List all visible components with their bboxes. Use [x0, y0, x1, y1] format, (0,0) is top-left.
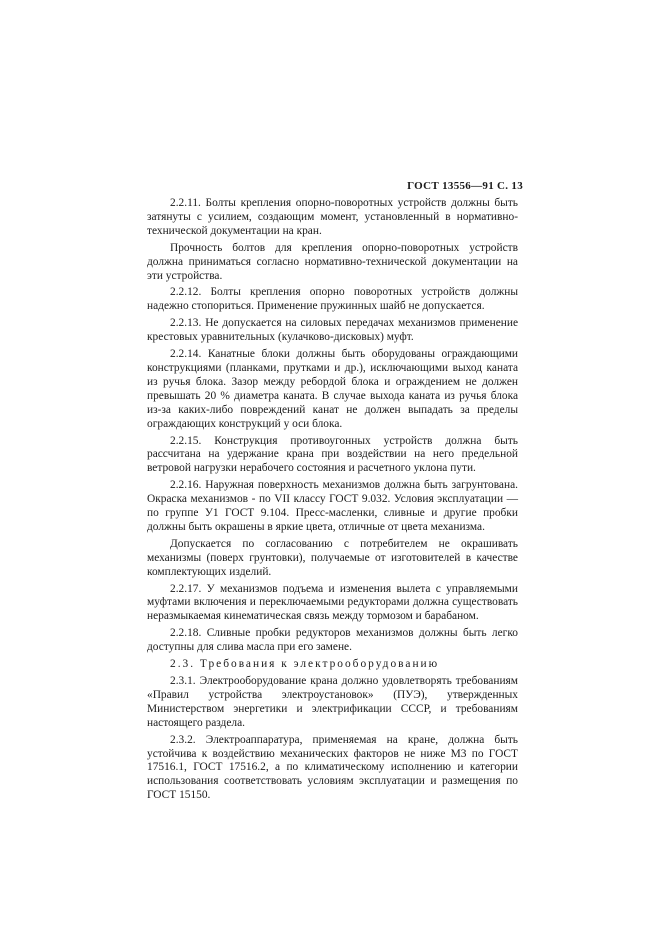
paragraph-2-2-16: 2.2.16. Наружная поверхность механизмов должна быть загрунтована. Окраска механизмов - по VII классу ГОСТ 9.032. Условия эксплуатации — по группе У1 ГОСТ 9.104. Пресс-масленки, сливные и другие пробки должны быть окрашены в яркие цвета, отличные от цвета механизма. — [147, 479, 518, 533]
paragraph-2-3-2: 2.3.2. Электроаппаратура, применяемая на кране, должна быть устойчива к воздействию механических факторов не ниже М3 по ГОСТ 17516.1, ГОСТ 17516.2, а по климатическому исполнению и категории использования соответствовать условиям эксплуатации и размещения по ГОСТ 15150. — [147, 733, 518, 802]
paragraph-2-3-1: 2.3.1. Электрооборудование крана должно удовлетворять требованиям «Правил устройства электроустановок» (ПУЭ), утвержденных Министерством энергетики и электрификации СССР, и требованиям настоящего раздела. — [147, 675, 518, 729]
paragraph-bolt-strength: Прочность болтов для крепления опорно-поворотных устройств должна приниматься согласно нормативно-технической документации на эти устройства. — [147, 241, 518, 282]
section-heading-2-3: 2.3. Требования к электрооборудованию — [170, 658, 440, 671]
paragraph-2-2-18: 2.2.18. Сливные пробки редукторов механизмов должны быть легко доступны для слива масла при его замене. — [147, 627, 518, 654]
paragraph-2-2-12: 2.2.12. Болты крепления опорно поворотных устройств должны надежно стопориться. Применение пружинных шайб не допускается. — [147, 286, 518, 313]
paragraph-no-paint: Допускается по согласованию с потребителем не окрашивать механизмы (поверх грунтовки), получаемые от изготовителей в качестве комплектующих изделий. — [147, 537, 518, 578]
paragraph-2-2-17: 2.2.17. У механизмов подъема и изменения вылета с управляемыми муфтами включения и переключаемыми редукторами должна существовать неразмыкаемая кинематическая связь между тормозом и барабаном. — [147, 582, 518, 623]
document-body — [147, 197, 518, 806]
paragraph-2-2-14: 2.2.14. Канатные блоки должны быть оборудованы ограждающими конструкциями (планками, прутками и др.), исключающими выход каната из ручья блока. Зазор между ребордой блока и ограждением не должен превышать 20 % диаметра каната. В случае выхода каната из ручья блока из-за каких-либо повреждений канат не должен выпадать за пределы ограждающих конструкций у оси блока. — [147, 348, 518, 430]
page-header: ГОСТ 13556—91 С. 13 — [407, 180, 523, 192]
paragraph-2-2-11: 2.2.11. Болты крепления опорно-поворотных устройств должны быть затянуты с усилием, создающим момент, установленный в нормативно-технической документации на кран. — [147, 197, 518, 237]
paragraph-2-2-15: 2.2.15. Конструкция противоугонных устройств должна быть рассчитана на удержание крана при воздействии на него предельной ветровой нагрузки нерабочего состояния и расчетного уклона пути. — [147, 434, 518, 475]
paragraph-2-2-13: 2.2.13. Не допускается на силовых передачах механизмов применение крестовых уравнительных (кулачково-дисковых) муфт. — [147, 317, 518, 344]
